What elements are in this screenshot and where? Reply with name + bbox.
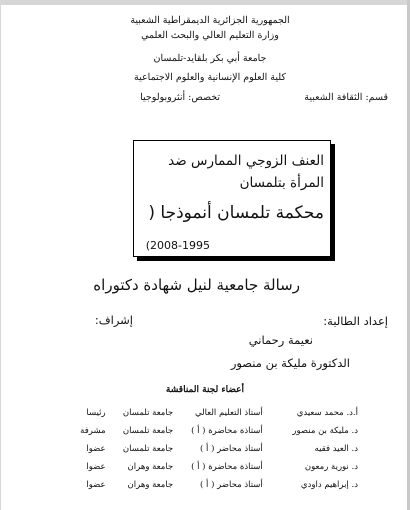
title-frame-shadow [331,144,335,261]
member-rank: أستاذ محاضر ( أ ) [200,480,263,490]
member-institution: جامعة وهران [127,480,174,490]
member-institution: جامعة وهران [127,462,174,472]
department-label: قسم: الثقافة الشعبية [304,92,388,103]
ministry-line: وزارة التعليم العالي والبحث العلمي [141,30,279,41]
member-institution: جامعة تلمسان [122,444,174,454]
committee-row [64,458,360,476]
title-frame-shadow [137,257,335,261]
committee-table [64,404,360,494]
member-rank: أستاذ محاضر ( أ ) [200,444,263,454]
republic-line: الجمهورية الجزائرية الديمقراطية الشعبية [130,15,290,26]
student-name: نعيمة رحماني [248,333,313,347]
member-role: مشرفة [80,426,106,436]
viewer-left-edge [0,0,1,510]
prepared-by-label: إعداد الطالبة: [323,314,388,328]
member-rank: أستاذ التعليم العالي [194,408,263,418]
committee-title: أعضاء لجنة المناقشة [165,385,244,395]
member-name: أ.د. محمد سعيدي [296,408,358,418]
viewer-top-edge [0,0,410,5]
member-rank: أستاذة محاضرة ( أ ) [191,462,263,472]
committee-row [64,422,360,440]
committee-row [64,440,360,458]
supervision-label: إشراف: [94,313,133,327]
member-rank: أستاذة محاضرة ( أ ) [191,426,263,436]
member-name: د. إبراهيم داودي [300,480,358,490]
title-line-2: المرأة بتلمسان [239,175,324,191]
member-name: د. مليكة بن منصور [292,426,358,436]
thesis-degree-line: رسالة جامعية لنيل شهادة دكتوراه [93,276,300,294]
specialty-label: تخصص: أنثروبولوجيا [140,92,220,103]
title-line-4: 2008-1995) [145,239,210,252]
title-line-1: العنف الزوجي الممارس ضد [168,153,324,169]
member-name: د. نورية رمعون [304,462,358,472]
supervisor-name: الدكتورة مليكة بن منصور [230,356,350,370]
faculty-line: كلية العلوم الإنسانية والعلوم الاجتماعية [134,72,286,83]
member-role: عضوا [86,462,106,472]
university-line: جامعة أبي بكر بلقايد-تلمسان [153,53,267,64]
committee-row [64,404,360,422]
member-role: رئيسا [86,408,106,418]
member-role: عضوا [86,444,106,454]
member-name: د. العيد فقيه [314,444,358,454]
member-institution: جامعة تلمسان [122,426,174,436]
committee-row [64,476,360,494]
member-institution: جامعة تلمسان [122,408,174,418]
member-role: عضوا [86,480,106,490]
title-line-3: محكمة تلمسان أنموذجا ( [148,203,324,223]
